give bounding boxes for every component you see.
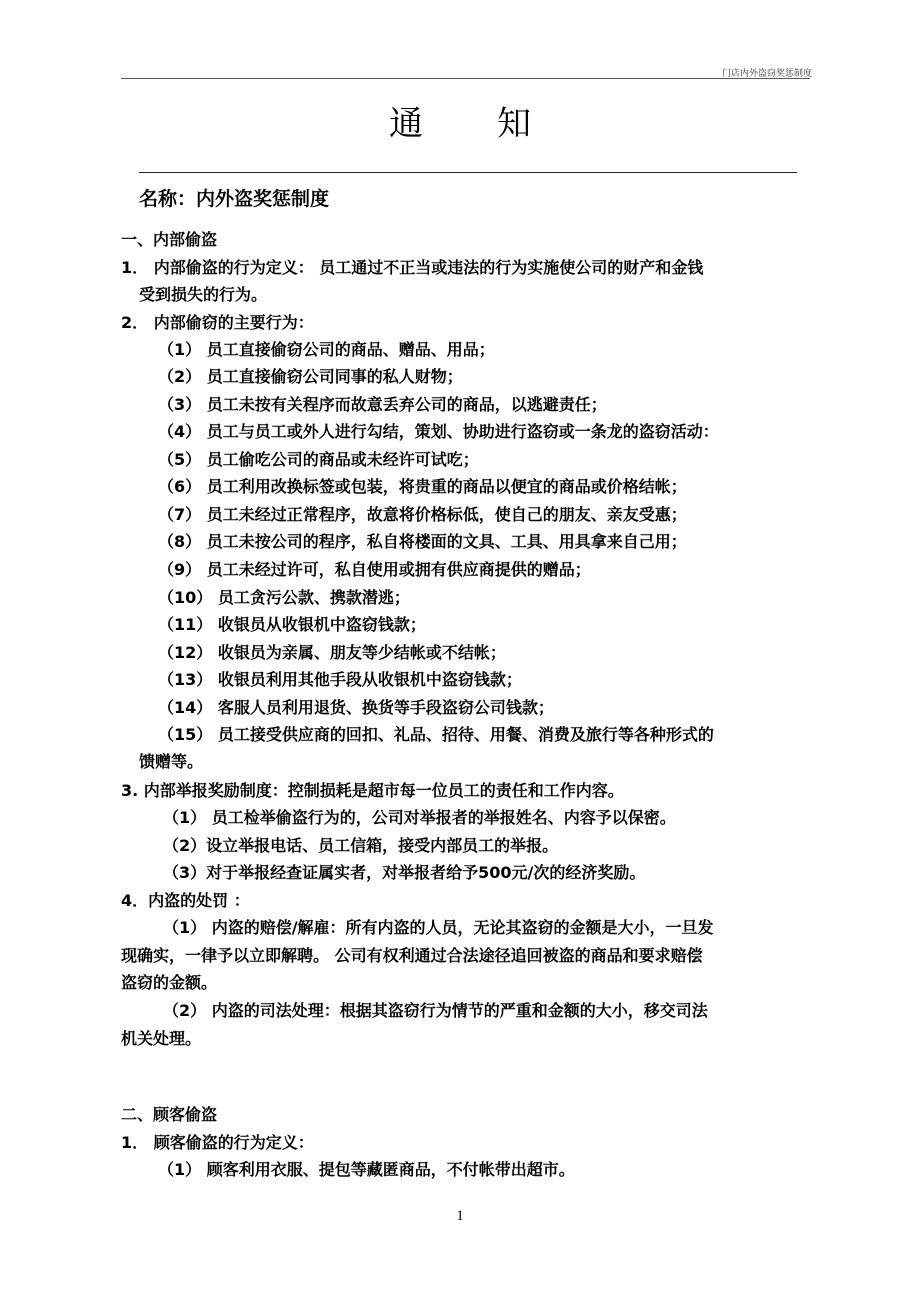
list-item: （1） 员工检举偷盗行为的，公司对举报者的举报姓名、内容予以保密。 [163,808,676,827]
body-line: 4．内盗的处罚 ： [121,891,250,910]
list-item: （5） 员工偷吃公司的商品或未经许可试吃； [158,450,479,469]
list-item: （3） 员工未按有关程序而故意丢弃公司的商品，以逃避责任； [158,395,607,414]
list-item: （9） 员工未经过许可，私自使用或拥有供应商提供的赠品； [158,560,591,579]
running-header: 门店内外盗窃奖惩制度 [721,69,812,79]
list-item: （2） 员工直接偷窃公司同事的私人财物； [158,367,463,386]
list-item: （1） 顾客利用衣服、提包等藏匿商品，不付帐带出超市。 [158,1160,575,1179]
list-item: （13） 收银员利用其他手段从收银机中盗窃钱款； [158,670,522,689]
list-item: （3）对于举报经查证属实者，对举报者给予500元/次的经济奖励。 [163,863,646,882]
list-item: （7） 员工未经过正常程序，故意将价格标低，使自己的朋友、亲友受惠； [158,505,687,524]
list-item: （11） 收银员从收银机中盗窃钱款； [158,615,426,634]
document-subject: 名称：内外盗奖惩制度 [139,188,330,210]
list-item: （10） 员工贪污公款、携款潜逃； [158,588,410,607]
body-line: 盗窃的金额。 [121,973,218,992]
header-rule [121,78,810,79]
section-heading: 二、顾客偷盗 [121,1105,218,1124]
body-line: 2． 内部偷窃的主要行为： [121,313,314,332]
list-item: （1） 员工直接偷窃公司的商品、赠品、用品； [158,340,495,359]
list-item: （8） 员工未按公司的程序，私自将楼面的文具、工具、用具拿来自己用； [158,532,687,551]
body-line: 机关处理。 [121,1029,202,1048]
list-item: （4） 员工与员工或外人进行勾结，策划、协助进行盗窃或一条龙的盗窃活动： [158,422,719,441]
body-line: 现确实，一律予以立即解聘。 公司有权利通过合法途径追回被盗的商品和要求赔偿 [121,946,703,965]
body-line: 馈赠等。 [139,752,204,771]
list-item: （6） 员工利用改换标签或包装，将贵重的商品以便宜的商品或价格结帐； [158,477,687,496]
page-number: 1 [456,1208,464,1224]
list-item: （14） 客服人员利用退货、换货等手段盗窃公司钱款； [158,698,554,717]
section-heading: 一、内部偷盗 [121,230,218,249]
title-rule [139,172,797,173]
body-line: 1． 顾客偷盗的行为定义： [121,1133,314,1152]
body-line: 1． 内部偷盗的行为定义： 员工通过不正当或违法的行为实施使公司的财产和金钱 [121,258,704,277]
body-line: 受到损失的行为。 [139,285,268,304]
list-item: （15） 员工接受供应商的回扣、礼品、招待、用餐、消费及旅行等各种形式的 [158,725,714,744]
list-item: （2）设立举报电话、员工信箱，接受内部员工的举报。 [163,836,559,855]
page-title: 通知 [389,104,605,144]
list-item: （12） 收银员为亲属、朋友等少结帐或不结帐； [158,643,506,662]
list-item: （2） 内盗的司法处理：根据其盗窃行为情节的严重和金额的大小，移交司法 [163,1001,708,1020]
body-line: 3. 内部举报奖励制度：控制损耗是超市每一位员工的责任和工作内容。 [121,781,624,800]
list-item: （1） 内盗的赔偿/解雇：所有内盗的人员，无论其盗窃的金额是大小，一旦发 [163,918,714,937]
